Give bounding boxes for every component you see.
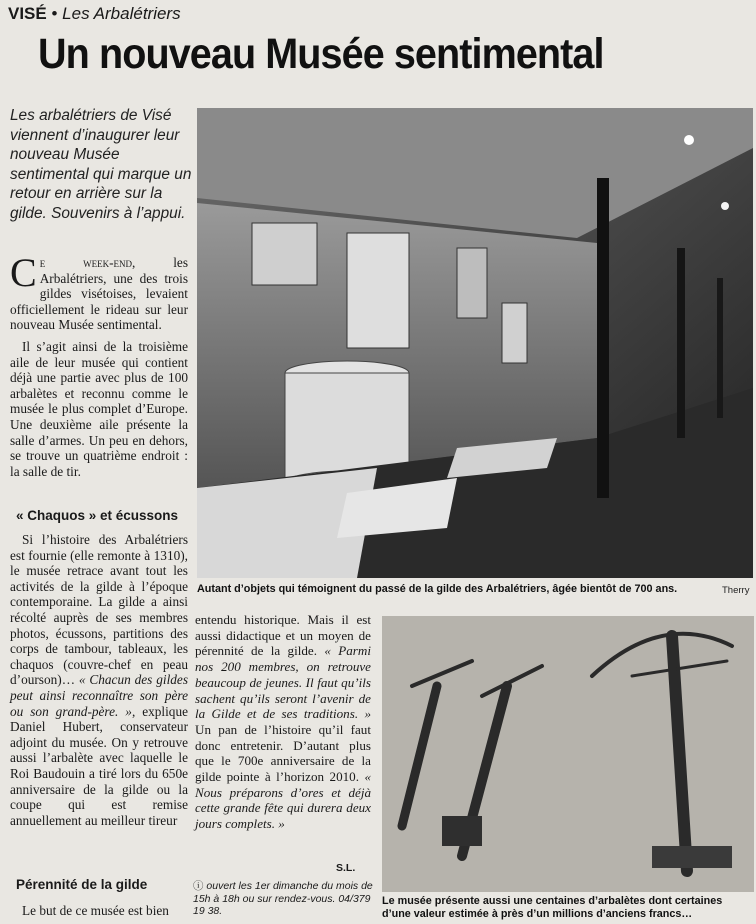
photo-museum-display-drawing: [197, 108, 753, 578]
paragraph-3-text: Si l’histoire des Arbalétriers est fournie (elle remonte à 1310), le musée retrace avant tout les activités de la gilde à l’époque contemporaine. La gilde a ainsi récolté auprès de ses membres photos, écussons, partitions des corps de tambour, tableaux, les chaquos (couvre-chef en peau d’ourson)…: [10, 532, 188, 688]
caption-photo-1: Autant d’objets qui témoignent du passé de la gilde des Arbalétriers, âgée bientôt de 700 ans.: [197, 583, 678, 595]
info-text: ouvert les 1er dimanche du mois de 15h à 18h ou sur rendez-vous. 04/379 19 38.: [193, 880, 373, 917]
column-2-text: [195, 612, 371, 832]
column-2: [195, 612, 371, 832]
paragraph-4: [10, 903, 188, 919]
kicker-section: Les Arbalétriers: [62, 4, 181, 23]
paragraph-3: [10, 532, 188, 828]
photo-museum-display: [197, 108, 753, 578]
paragraph-3-rest: , explique Daniel Hubert, conservateur adjoint du musée. On y retrouve aussi l’arbalète avec laquelle le Roi Baudouin a tiré lors du 650e anniversaire de la gilde ou la coupe qui est remise annuellement au meilleur tireur: [10, 703, 189, 828]
photo-crossbows: [382, 616, 754, 892]
paragraph-1-text: , les Arbalétriers, une des trois gildes visétoises, levaient officiellement le rideau sur leur nouveau Musée sentimental.: [10, 255, 188, 333]
kicker-place: VISÉ: [8, 4, 47, 23]
headline: Un nouveau Musée sentimental: [38, 30, 604, 78]
paragraph-1: [10, 250, 188, 333]
info-box: [193, 880, 378, 918]
signature: S.L.: [336, 862, 356, 874]
subhead-perennite: Pérennité de la gilde: [16, 877, 148, 892]
paragraph-1-caps: e week-end: [39, 255, 132, 270]
photo-crossbows-drawing: [382, 616, 754, 892]
paragraph-3-quote: « Chacun des gildes peut ainsi reconnaître son père ou son grand-père. »: [10, 672, 188, 719]
column-2-quote-1: « Parmi nos 200 membres, on retrouve beaucoup de jeunes. Il faut qu’ils sachent qu’ils seront l’avenir de la Gilde et de ses traditions. »: [195, 643, 371, 722]
lead-paragraph: Les arbalétriers de Visé viennent d’inaugurer leur nouveau Musée sentimental qui marque un retour en arrière sur la gilde. Souvenirs à l’appui.: [10, 107, 192, 222]
paragraph-4-text: Le but de ce musée est bien: [22, 903, 169, 918]
credit-photo-1: Therry: [722, 585, 750, 596]
column-2-part-a: entendu historique. Mais il est aussi didactique et un moyen de pérennité de la gilde.: [195, 612, 371, 659]
column-1: [10, 250, 188, 479]
kicker: [8, 4, 181, 24]
subhead-chaquos: « Chaquos » et écussons: [16, 508, 179, 523]
caption-photo-2: Le musée présente aussi une centaines d’arbalètes dont certaines d’une valeur estimée à près d’un millions d’anciens francs…: [382, 895, 723, 920]
column-2-quote-2: « Nous préparons d’ores et déjà cette grande fête qui durera deux jours complets. »: [195, 769, 371, 832]
column-2-part-b: Un pan de l’histoire qu’il faut donc entretenir. D’autant plus que le 700e anniversaire de la gilde pointe à l’horizon 2010.: [195, 721, 371, 785]
column-1-lower: [10, 532, 188, 828]
info-circle-icon: ⓘ: [193, 880, 204, 892]
kicker-bullet: •: [51, 4, 58, 23]
paragraph-2: Il s’agit ainsi de la troisième aile de leur musée qui contient déjà une partie avec plus de 100 arbalètes et reconnu comme le musée le plus complet d’Europe. Une deuxième aile présente la salle d’armes. Un peu en dehors, se trouve un quatrième endroit : la salle de tir.: [10, 338, 188, 479]
drop-cap: C: [10, 250, 37, 295]
